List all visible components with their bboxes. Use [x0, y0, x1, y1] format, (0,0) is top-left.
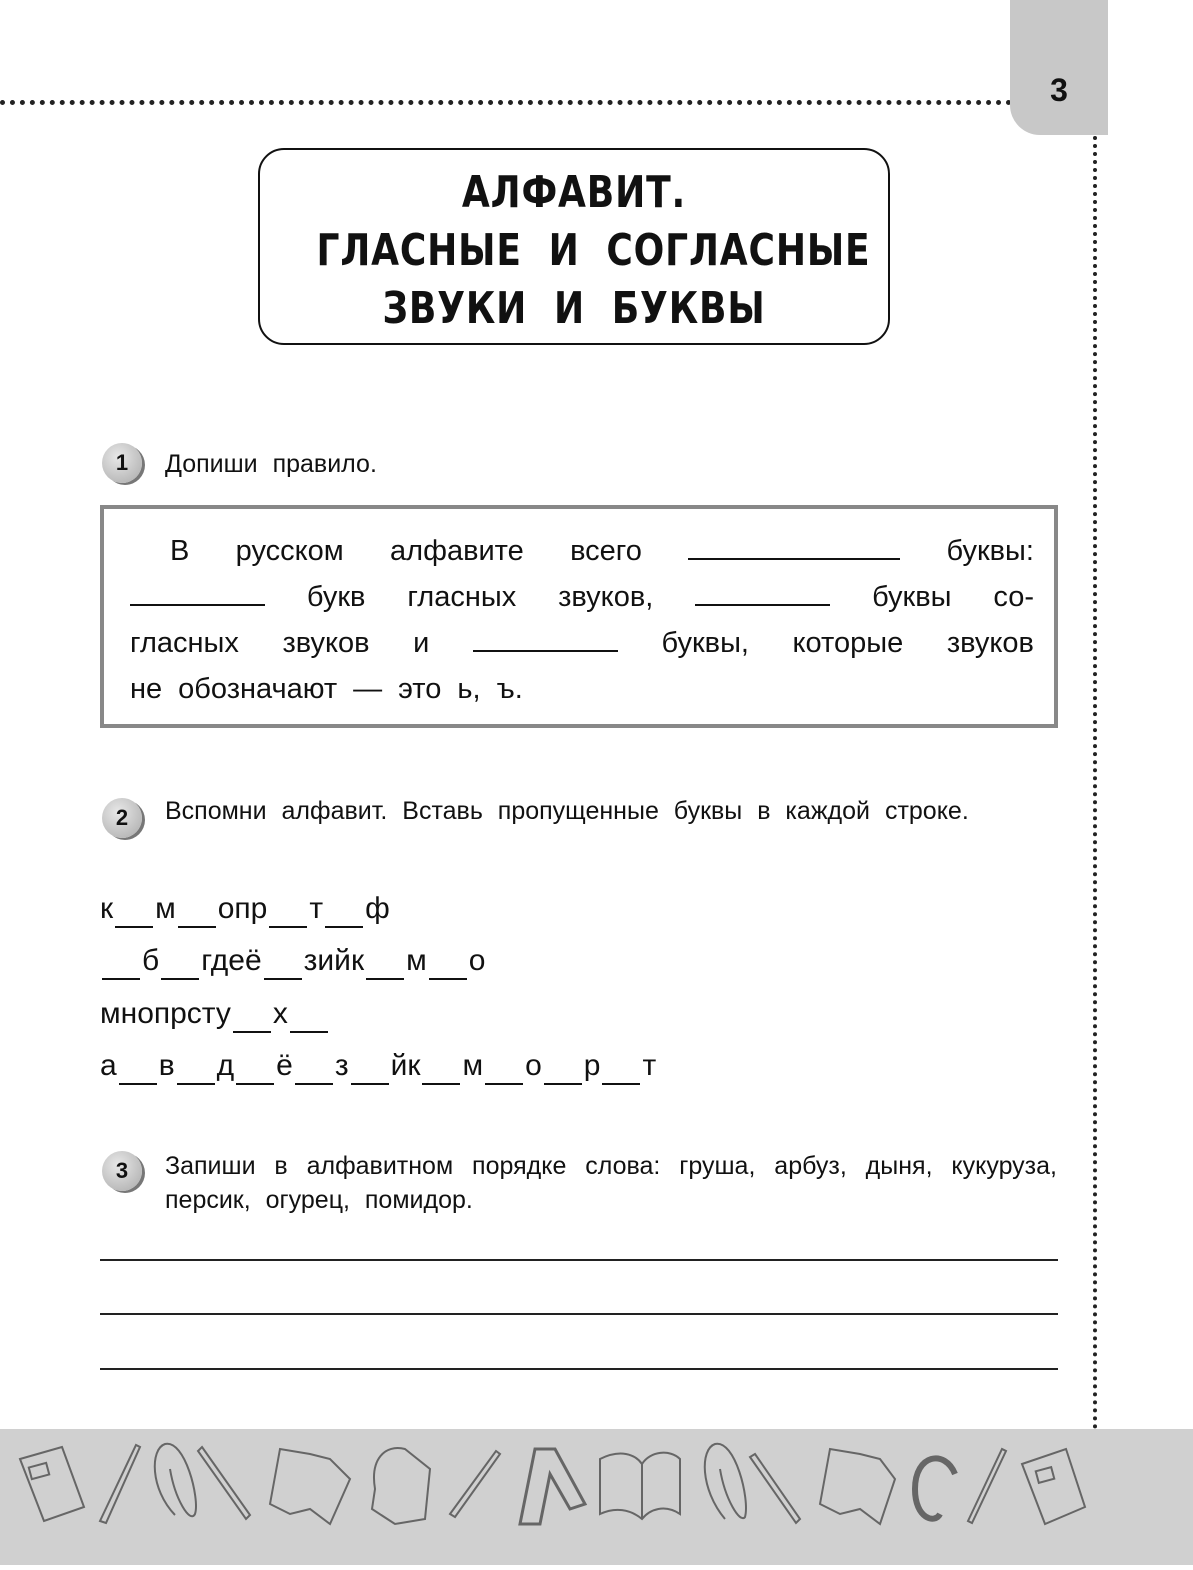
title-line: ГЛАСНЫЕ И СОГЛАСНЫЕ [316, 225, 871, 276]
title-line: АЛФАВИТ. [461, 167, 687, 218]
rule-line [130, 627, 1034, 660]
task2-instruction: Вспомни алфавит. Вставь пропущенные буквы в каждой строке. [165, 797, 969, 825]
word: которые [792, 627, 904, 659]
top-dotted-line [0, 100, 1012, 105]
pencil-icon [750, 1454, 800, 1523]
task-number-badge: 2 [102, 798, 142, 838]
letters: к [100, 892, 114, 925]
letter-blank[interactable] [161, 944, 199, 980]
letters: м [462, 1049, 484, 1082]
letters: т [642, 1049, 657, 1082]
word: В [170, 535, 190, 567]
notebook-icon [20, 1447, 84, 1521]
letters: р [583, 1049, 601, 1082]
title-box [258, 148, 890, 345]
letter-blank[interactable] [236, 1049, 274, 1085]
title-line: ЗВУКИ И БУКВЫ [382, 283, 766, 334]
letter-blank[interactable] [290, 997, 328, 1033]
word: алфавите [390, 535, 524, 567]
word: и [413, 627, 430, 659]
word: не [130, 673, 163, 705]
writing-line[interactable] [100, 1259, 1058, 1261]
open-book-icon [600, 1453, 680, 1519]
pen-icon [968, 1449, 1006, 1523]
rule-box [100, 505, 1058, 728]
letters: ф [365, 892, 390, 925]
letters: б [142, 944, 160, 977]
letter-blank[interactable] [485, 1049, 523, 1085]
letters: зийк [303, 944, 365, 977]
task-number-badge: 1 [102, 443, 142, 483]
letter-a-icon [520, 1449, 585, 1524]
letters: а [100, 1049, 117, 1082]
word: — [353, 673, 383, 705]
letter-blank[interactable] [178, 892, 216, 928]
answer-blank[interactable] [688, 536, 900, 560]
word: буквы [872, 581, 952, 613]
letter-blank[interactable] [119, 1049, 157, 1085]
right-dotted-line [1093, 136, 1097, 1430]
rule-line [130, 673, 1034, 706]
page-number: 3 [1050, 72, 1068, 108]
writing-line[interactable] [100, 1368, 1058, 1370]
word: обозначают [178, 673, 338, 705]
letters: где [201, 944, 245, 977]
letters: д [216, 1049, 235, 1082]
letter-blank[interactable] [295, 1049, 333, 1085]
backpack-icon [372, 1448, 430, 1524]
letter-c-icon [915, 1458, 955, 1518]
letters: в [158, 1049, 175, 1082]
word: буквы: [946, 535, 1034, 567]
letters: мнопрсту [100, 997, 231, 1030]
letter-blank[interactable] [351, 1049, 389, 1085]
task-number-badge: 3 [102, 1151, 142, 1191]
word: гласных [130, 627, 239, 659]
letter-blank[interactable] [264, 944, 302, 980]
pencil-icon [100, 1445, 140, 1523]
word: со- [993, 581, 1034, 613]
word: русском [235, 535, 344, 567]
letter-row [100, 944, 485, 980]
open-book-icon [270, 1449, 350, 1524]
letters: ё [244, 944, 262, 977]
letter-blank[interactable] [115, 892, 153, 928]
word: гласных [407, 581, 517, 613]
letters: опр [217, 892, 268, 925]
letter-blank[interactable] [325, 892, 363, 928]
rule-line [130, 581, 1034, 614]
letter-blank[interactable] [429, 944, 467, 980]
writing-line[interactable] [100, 1313, 1058, 1315]
open-book-icon [820, 1449, 895, 1524]
letter-row [100, 997, 330, 1033]
letters: йк [390, 1049, 421, 1082]
decorative-band [0, 1429, 1193, 1565]
letter-row [100, 892, 390, 928]
word: звуков [282, 627, 370, 659]
letters: м [406, 944, 427, 977]
letter-blank[interactable] [602, 1049, 640, 1085]
task3-instruction: Запиши в алфавитном порядке слова: груша, арбуз, дыня, кукуруза, персик, огурец, помидор. [165, 1152, 1057, 1214]
pen-icon [450, 1451, 500, 1517]
task1-instruction: Допиши правило. [165, 450, 377, 478]
word: ъ. [496, 673, 523, 705]
word: звуков, [558, 581, 654, 613]
letter-blank[interactable] [233, 997, 271, 1033]
word: всего [570, 535, 642, 567]
word: буквы, [661, 627, 749, 659]
letters: т [309, 892, 324, 925]
page-tab [1010, 0, 1108, 135]
word: звуков [946, 627, 1034, 659]
letter-blank[interactable] [269, 892, 307, 928]
letters: о [525, 1049, 542, 1082]
word: ь, [457, 673, 481, 705]
notebook-icon [1022, 1449, 1085, 1524]
word: это [398, 673, 442, 705]
letters: х [272, 997, 288, 1030]
paperclip-icon [705, 1444, 746, 1519]
letter-blank[interactable] [544, 1049, 582, 1085]
letters: з [334, 1049, 349, 1082]
letters: о [468, 944, 486, 977]
rule-line [170, 535, 1034, 568]
answer-blank[interactable] [695, 582, 830, 606]
letter-blank[interactable] [422, 1049, 460, 1085]
letter-blank[interactable] [102, 944, 140, 980]
answer-blank[interactable] [130, 582, 265, 606]
word: букв [306, 581, 366, 613]
letter-blank[interactable] [366, 944, 404, 980]
letters: м [155, 892, 176, 925]
letter-blank[interactable] [177, 1049, 215, 1085]
letters: ё [276, 1049, 293, 1082]
letter-row [100, 1049, 656, 1085]
paperclip-icon [155, 1444, 196, 1517]
answer-blank[interactable] [473, 628, 618, 652]
pencil-icon [198, 1447, 250, 1519]
